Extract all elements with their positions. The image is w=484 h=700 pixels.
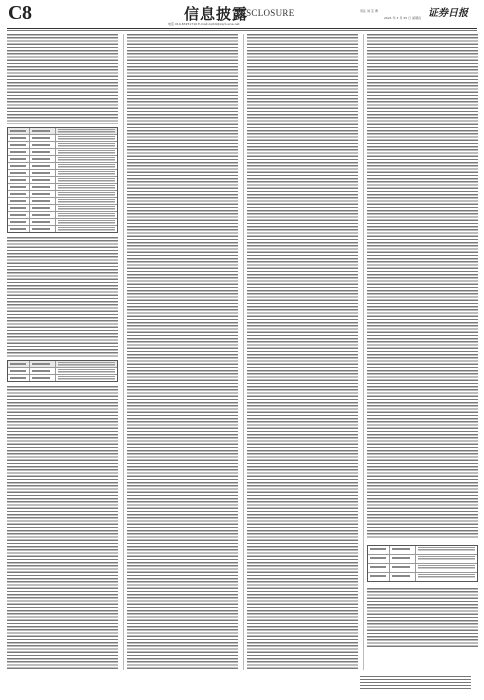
table-row: [8, 212, 117, 219]
table-row: [8, 361, 117, 368]
footer-note: [360, 676, 471, 690]
table-row: [8, 142, 117, 149]
table-row: [8, 177, 117, 184]
summary-table: [7, 360, 118, 382]
column-4: [367, 34, 478, 670]
text-block: [7, 34, 118, 124]
date-line: 2021 年 3 月 25 日 星期四: [384, 16, 422, 20]
table-row: [368, 555, 477, 564]
table-row: [8, 368, 117, 375]
table-row: [8, 149, 117, 156]
text-block: [247, 34, 358, 670]
contact-line: 电话 010-83251716 E-mail:zqrb9@zqrb.sina.net: [168, 22, 240, 26]
table-row: [8, 156, 117, 163]
table-row: [8, 184, 117, 191]
section-title: 信息披露: [184, 5, 249, 23]
column-3: [247, 34, 358, 670]
table-row: [8, 219, 117, 226]
disclosure-table: [7, 127, 118, 233]
page-number: C8: [8, 2, 32, 24]
text-block: [7, 386, 118, 670]
table-row: [8, 128, 117, 135]
column-2: [127, 34, 238, 670]
masthead-rule: [7, 28, 477, 29]
text-block: [127, 34, 238, 670]
table-row: [8, 135, 117, 142]
table-row: [368, 573, 477, 581]
table-row: [8, 163, 117, 170]
column-1: [7, 34, 118, 670]
table-row: [368, 546, 477, 555]
table-row: [8, 205, 117, 212]
table-row: [8, 375, 117, 381]
table-row: [8, 191, 117, 198]
article-columns: [7, 34, 477, 670]
editor-line: 责任 刘 宝 博: [360, 9, 378, 13]
signature-table: [367, 545, 478, 582]
text-block: [7, 237, 118, 357]
masthead-rule-thin: [7, 30, 477, 31]
text-block: [367, 34, 478, 539]
table-row: [8, 198, 117, 205]
table-row: [8, 170, 117, 177]
text-block: [367, 588, 478, 648]
table-row: [368, 564, 477, 573]
section-subtitle: DISCLOSURE: [236, 8, 295, 18]
table-row: [8, 226, 117, 232]
brand-logo: 证券日报: [428, 8, 468, 19]
